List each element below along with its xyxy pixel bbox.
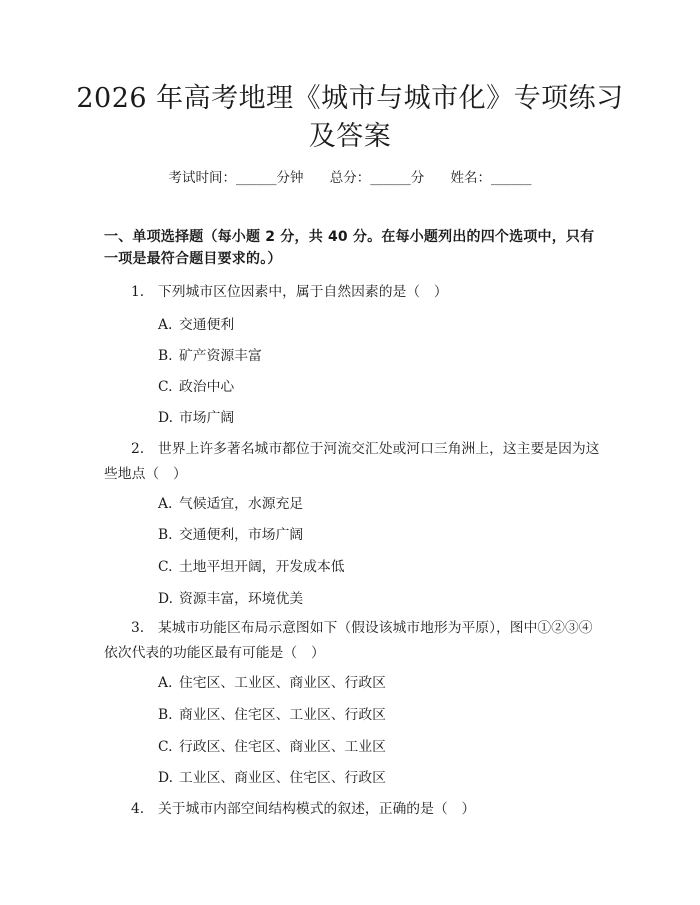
question-2: [104, 437, 604, 487]
question-4: [104, 797, 604, 822]
question-1-option-b: [158, 346, 262, 366]
option-text: 气候适宜，水源充足: [179, 496, 304, 512]
option-text: 土地平坦开阔，开发成本低: [179, 559, 345, 575]
section-heading: 一、单项选择题（每小题 2 分，共 40 分。在每小题列出的四个选项中，只有一项是最符合题目要求的。）: [104, 229, 595, 267]
option-text: 政治中心: [179, 379, 235, 395]
total-score: 总分：______分: [329, 170, 425, 186]
question-3-option-b: [158, 705, 386, 725]
option-text: 资源丰富，环境优美: [179, 591, 304, 607]
option-text: 矿产资源丰富: [179, 348, 262, 364]
option-letter: C.: [158, 379, 173, 395]
question-4-text: 4. 关于城市内部空间结构模式的叙述，正确的是（ ）: [131, 801, 476, 817]
option-letter: B.: [158, 348, 173, 364]
option-letter: C.: [158, 739, 173, 755]
option-letter: D.: [158, 591, 173, 607]
question-3-option-d: [158, 768, 386, 788]
option-text: 交通便利: [179, 317, 235, 333]
option-letter: D.: [158, 410, 173, 426]
exam-info: [0, 168, 700, 188]
page-title: [60, 80, 640, 156]
option-letter: D.: [158, 770, 173, 786]
student-name: 姓名：______: [450, 170, 532, 186]
question-1-option-c: [158, 377, 234, 397]
option-letter: A.: [158, 675, 173, 691]
question-1: [104, 280, 604, 305]
option-text: 商业区、住宅区、工业区、行政区: [179, 707, 386, 723]
option-text: 行政区、住宅区、商业区、工业区: [179, 739, 386, 755]
question-1-option-a: [158, 315, 234, 335]
option-text: 市场广阔: [179, 410, 235, 426]
question-2-option-c: [158, 557, 345, 577]
question-2-option-b: [158, 525, 303, 545]
question-2-text: 2. 世界上许多著名城市都位于河流交汇处或河口三角洲上，这主要是因为这些地点（ ）: [104, 441, 600, 482]
option-letter: C.: [158, 559, 173, 575]
title-line-2: 及答案: [308, 121, 392, 152]
question-1-option-d: [158, 408, 234, 428]
exam-time: 考试时间：______分钟: [168, 170, 304, 186]
option-text: 工业区、商业区、住宅区、行政区: [179, 770, 386, 786]
question-1-text: 1. 下列城市区位因素中，属于自然因素的是（ ）: [131, 284, 448, 300]
option-text: 住宅区、工业区、商业区、行政区: [179, 675, 386, 691]
option-letter: B.: [158, 707, 173, 723]
option-text: 交通便利，市场广阔: [179, 527, 304, 543]
title-line-1: 2026 年高考地理《城市与城市化》专项练习: [76, 83, 624, 114]
question-2-option-d: [158, 589, 303, 609]
option-letter: A.: [158, 496, 173, 512]
question-3-option-c: [158, 737, 386, 757]
question-3: [104, 616, 604, 666]
question-3-text: 3. 某城市功能区布局示意图如下（假设该城市地形为平原），图中①②③④依次代表的功能区最有可能是（ ）: [104, 620, 593, 661]
option-letter: B.: [158, 527, 173, 543]
question-3-option-a: [158, 673, 386, 693]
question-2-option-a: [158, 494, 303, 514]
option-letter: A.: [158, 317, 173, 333]
